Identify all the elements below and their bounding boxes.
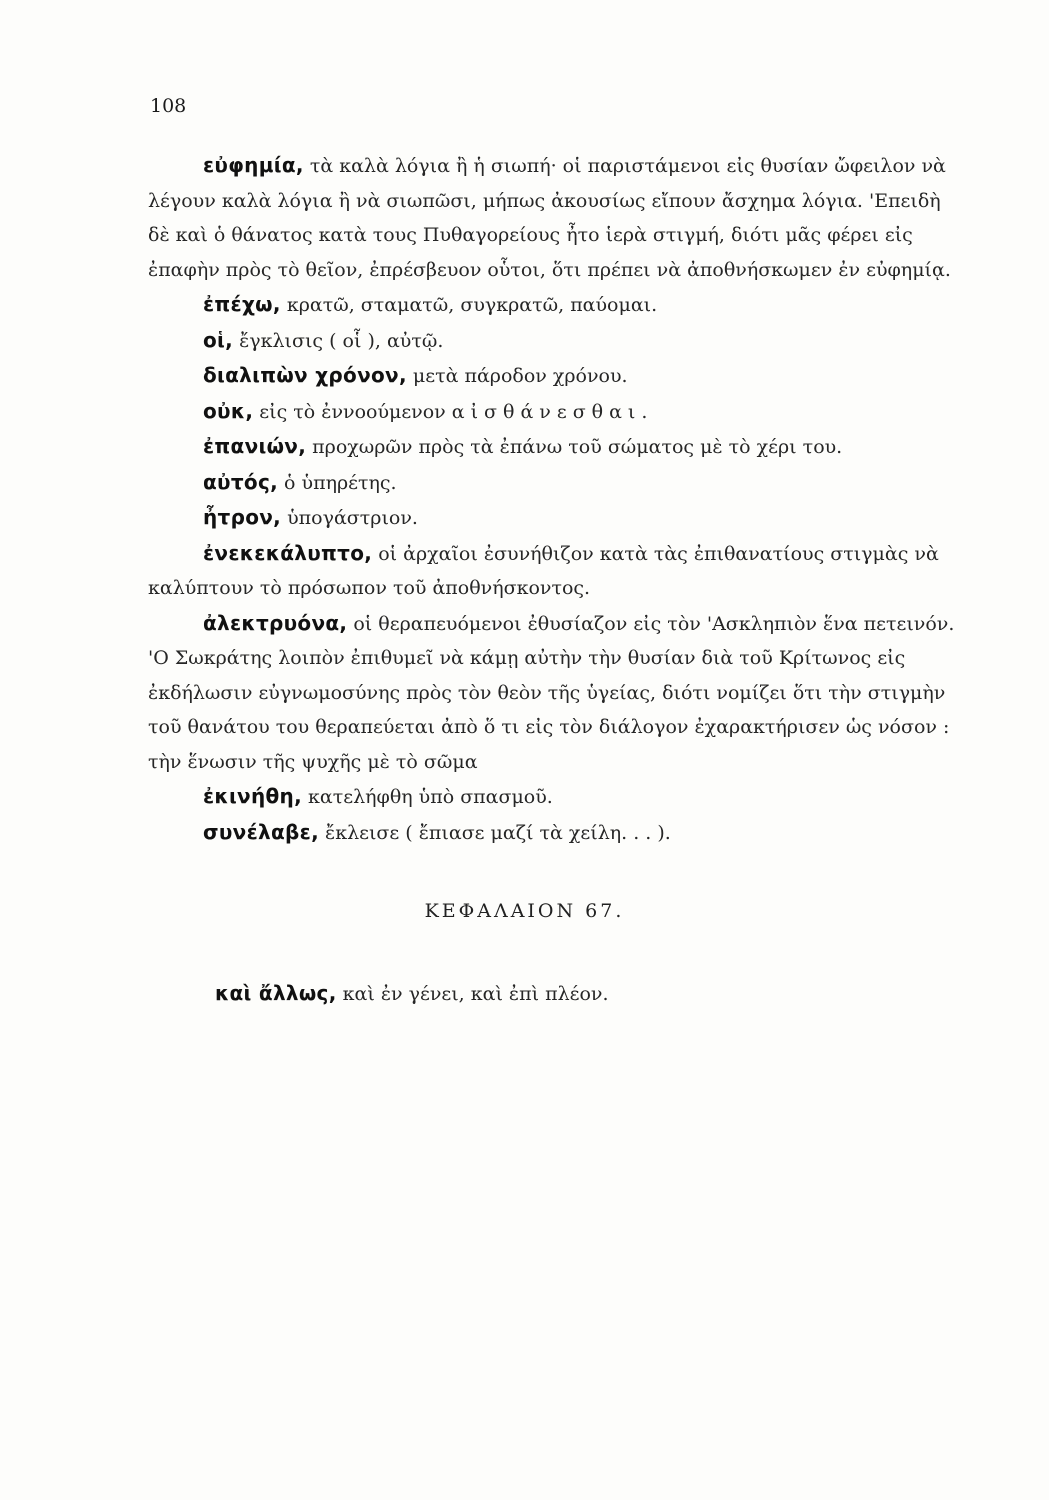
glossary-entry	[148, 536, 968, 606]
entry-headword: οἱ,	[203, 327, 234, 352]
entry-definition: οἱ θεραπευόμενοι ἐθυσίαζον εἰς τὸν 'Ασκληπιὸν ἕνα πετεινόν. 'Ο Σωκράτης λοιπὸν ἐπιθυμεῖ νὰ κάμῃ αὐτὴν τὴν θυσίαν διὰ τοῦ Κρίτωνος εἰς ἐκδήλωσιν εὐγνωμοσύνης πρὸς τὸν θεὸν τῆς ὑγείας, διότι νομίζει ὅτι τὴν στιγμὴν τοῦ θανάτου του θεραπεύεται ἀπὸ ὅ τι εἰς τὸν διάλογον ἐχαρακτήρισεν ὡς νόσον : τὴν ἕνωσιν τῆς ψυχῆς μὲ τὸ σῶμα	[148, 612, 955, 773]
entry-definition: προχωρῶν πρὸς τὰ ἐπάνω τοῦ σώματος μὲ τὸ χέρι του.	[306, 436, 843, 458]
glossary-entry	[148, 323, 968, 359]
entry-headword: αὐτός,	[203, 469, 279, 494]
spaced-word: αἰσθάνεσθαι.	[451, 400, 654, 423]
entry-headword: συνέλαβε,	[203, 819, 319, 844]
glossary-entry	[148, 606, 968, 780]
glossary-entry	[148, 148, 968, 287]
entry-headword: ἦτρον,	[203, 505, 282, 529]
entry-definition: ὁ ὑπηρέτης.	[278, 471, 397, 494]
entry-headword: ἐπανιών,	[203, 434, 307, 458]
chapter-heading: ΚΕΦΑΛΑΙΟΝ 67.	[424, 900, 625, 922]
glossary-entry	[148, 465, 968, 501]
page-number: 108	[150, 95, 187, 117]
entry-definition: μετὰ πάροδον χρόνου.	[406, 365, 628, 387]
glossary-entry	[148, 500, 968, 536]
entry-headword: εὐφημία,	[203, 153, 304, 177]
entry-definition: κατελήφθη ὑπὸ σπασμοῦ.	[301, 786, 553, 808]
glossary-entry	[148, 815, 968, 851]
entry-headword: καὶ ἄλλως,	[215, 981, 337, 1005]
entry-definition: καὶ ἐν γένει, καὶ ἐπὶ πλέον.	[336, 983, 609, 1005]
entry-headword: ἐκινήθη,	[203, 784, 302, 808]
entry-headword: ἀλεκτρυόνα,	[203, 610, 348, 635]
entry-definition: τὰ καλὰ λόγια ἢ ἡ σιωπή· οἱ παριστάμενοι εἰς θυσίαν ὤφειλον νὰ λέγουν καλὰ λόγια ἢ νὰ σιωπῶσι, μήπως ἀκουσίως εἴπουν ἄσχημα λόγια. 'Επειδὴ δὲ καὶ ὁ θάνατος κατὰ τους Πυθαγορείους ἦτο ἱερὰ στιγμή, διότι μᾶς φέρει εἰς ἐπαφὴν πρὸς τὸ θεῖον, ἐπρέσβευον οὗτοι, ὅτι πρέπει νὰ ἀποθνήσκωμεν ἐν εὐφημίᾳ.	[148, 155, 951, 281]
entry-definition: εἰς τὸ ἐννοούμενον	[253, 400, 446, 423]
entry-headword: ἐνεκεκάλυπτο,	[203, 540, 373, 565]
glossary-entry	[148, 358, 968, 394]
entry-headword: οὐκ,	[203, 398, 254, 423]
glossary-entry	[148, 394, 968, 430]
glossary-entry	[215, 976, 975, 1012]
glossary-entries	[148, 148, 968, 850]
glossary-entry	[148, 429, 968, 465]
entry-headword: ἐπέχω,	[203, 292, 281, 316]
entry-definition: ἔγκλισις ( οἷ ), αὐτῷ.	[233, 329, 444, 352]
entry-definition: ἔκλεισε ( ἔπιασε μαζί τὰ χείλη. . . ).	[318, 821, 671, 844]
entry-definition: ὑπογάστριον.	[281, 507, 418, 529]
glossary-entry	[148, 779, 968, 815]
entry-headword: διαλιπὼν χρόνον,	[203, 363, 407, 387]
entry-definition: οἱ ἀρχαῖοι ἐσυνήθιζον κατὰ τὰς ἐπιθανατίους στιγμὰς νὰ καλύπτουν τὸ πρόσωπον τοῦ ἀποθνήσκοντος.	[148, 542, 939, 599]
glossary-entry	[148, 287, 968, 323]
entry-definition: κρατῶ, σταματῶ, συγκρατῶ, παύομαι.	[280, 294, 658, 316]
